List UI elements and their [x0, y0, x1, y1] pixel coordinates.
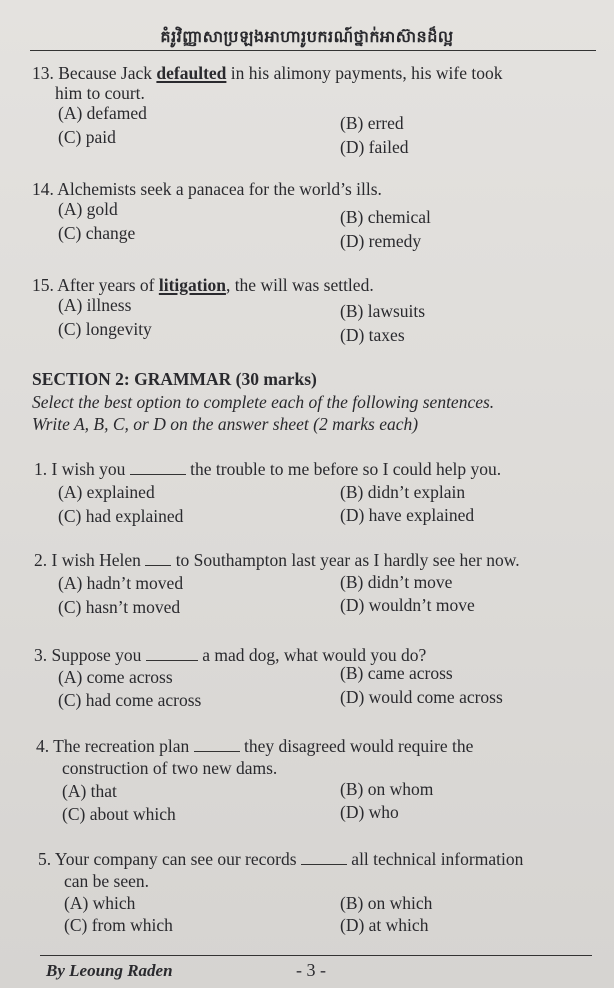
grammar-1-stem: 1. I wish you the trouble to me before so I could help you. — [34, 459, 502, 479]
header-rule — [30, 50, 596, 51]
g3-option-a: (A) come across — [58, 667, 173, 687]
g3-option-c: (C) had come across — [58, 690, 202, 710]
q14-option-d: (D) remedy — [340, 231, 422, 251]
page-header: គំរូវិញ្ញាសាប្រឡងអាហារូបករណ៍ថ្នាក់អាស៊ានដ៏ល្អ — [160, 29, 454, 46]
q14-option-a: (A) gold — [58, 199, 118, 219]
section-instruction-1: Select the best option to complete each of the following sentences. — [32, 392, 495, 412]
grammar-5-stem: 5. Your company can see our records all technical information — [38, 849, 524, 869]
g3-option-b: (B) came across — [340, 663, 453, 683]
answer-blank — [130, 459, 186, 475]
underlined-word: litigation — [158, 275, 226, 295]
section-title: SECTION 2: GRAMMAR (30 marks) — [32, 369, 317, 389]
answer-blank — [145, 550, 171, 566]
g4-option-c: (C) about which — [62, 804, 176, 824]
grammar-5-stem-line2: can be seen. — [64, 871, 150, 891]
footer-author: By Leoung Raden — [46, 961, 173, 980]
g1-option-d: (D) have explained — [340, 505, 475, 525]
g4-option-a: (A) that — [62, 781, 117, 801]
page-number: - 3 - — [296, 960, 326, 980]
q13-option-c: (C) paid — [58, 127, 116, 147]
answer-blank — [301, 849, 347, 865]
underlined-word: defaulted — [156, 63, 227, 83]
g5-option-c: (C) from which — [64, 915, 173, 935]
g1-option-a: (A) explained — [58, 482, 155, 502]
answer-blank — [194, 736, 240, 752]
g2-option-d: (D) wouldn’t move — [340, 595, 475, 615]
q13-option-b: (B) erred — [340, 113, 404, 133]
g5-option-d: (D) at which — [340, 915, 429, 935]
g2-option-a: (A) hadn’t moved — [58, 573, 184, 593]
question-13-stem: 13. Because Jack defaulted in his alimony payments, his wife took — [32, 63, 503, 83]
g5-option-a: (A) which — [64, 893, 136, 913]
question-14-stem: 14. Alchemists seek a panacea for the world’s ills. — [32, 179, 382, 199]
g4-option-d: (D) who — [340, 802, 399, 822]
g1-option-b: (B) didn’t explain — [340, 482, 466, 502]
q13-option-d: (D) failed — [340, 137, 409, 157]
g1-option-c: (C) had explained — [58, 506, 184, 526]
footer-rule — [40, 955, 592, 956]
grammar-4-stem: 4. The recreation plan they disagreed would require the — [36, 736, 474, 756]
q15-option-c: (C) longevity — [58, 319, 152, 339]
g4-option-b: (B) on whom — [340, 779, 434, 799]
q14-option-b: (B) chemical — [340, 207, 431, 227]
q15-option-d: (D) taxes — [340, 325, 405, 345]
grammar-2-stem: 2. I wish Helen to Southampton last year as I hardly see her now. — [34, 550, 520, 570]
question-13-stem-line2: him to court. — [55, 83, 145, 103]
q15-option-b: (B) lawsuits — [340, 301, 426, 321]
g3-option-d: (D) would come across — [340, 687, 503, 707]
g2-option-b: (B) didn’t move — [340, 572, 453, 592]
section-instruction-2: Write A, B, C, or D on the answer sheet (2 marks each) — [32, 414, 419, 434]
answer-blank — [146, 645, 198, 661]
grammar-3-stem: 3. Suppose you a mad dog, what would you do? — [34, 645, 427, 665]
g5-option-b: (B) on which — [340, 893, 433, 913]
question-15-stem: 15. After years of litigation, the will was settled. — [32, 275, 374, 295]
q15-option-a: (A) illness — [58, 295, 132, 315]
grammar-4-stem-line2: construction of two new dams. — [62, 758, 278, 778]
q14-option-c: (C) change — [58, 223, 136, 243]
q13-option-a: (A) defamed — [58, 103, 147, 123]
g2-option-c: (C) hasn’t moved — [58, 597, 181, 617]
